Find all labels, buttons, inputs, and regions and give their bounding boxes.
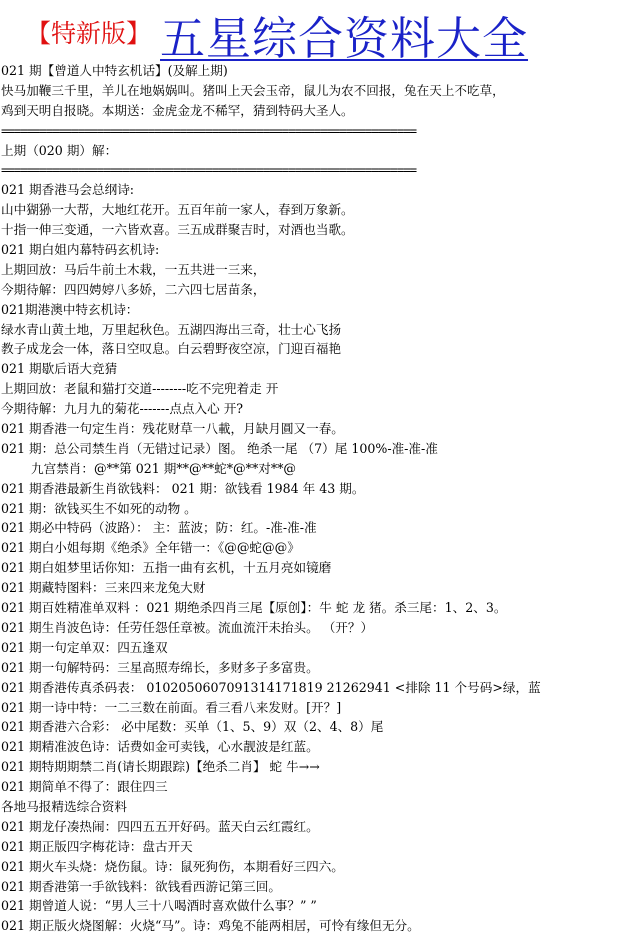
text-line: 021 期香港最新生肖欲钱料： 021 期：欲钱看 1984 年 43 期。: [1, 480, 365, 496]
text-line: 教子成龙会一体，落日空叹息。白云碧野夜空凉，门迎百福艳: [1, 341, 342, 357]
text-line: 021 期香港一句定生肖：残花财草一八載，月缺月圓又一春。: [1, 421, 344, 437]
text-line: 今期待解：九月九的菊花-------点点入心 开?: [1, 401, 244, 417]
text-line: 绿水青山黄土地，万里起秋色。五湖四海出三奇，壮士心飞扬: [1, 321, 342, 337]
text-line: 021 期香港传真杀码表： 0102050607091314171819 21262941 <排除 11 个号码>绿，蓝: [1, 679, 541, 695]
text-line: 021 期火车头烧：烧伤鼠。诗：鼠死狗伤，本期看好三四六。: [1, 858, 344, 874]
text-line: 上期回放：老鼠和猫打交道--------吃不完兜着走 开: [1, 381, 279, 397]
text-line: 鸡到天明自报晓。本期送：金虎金龙不稀罕，猜到特码大圣人。: [1, 102, 354, 118]
text-line: 021 期白姐内幕特码玄机诗:: [1, 242, 160, 258]
text-line: 十指一伸三变通，一六皆欢喜。三五成群聚吉时，对酒也当歌。: [1, 222, 354, 238]
text-line: 021 期特期期禁二肖(请长期跟踪)【绝杀二肖】 蛇 牛→→: [1, 759, 320, 775]
text-line: 021 期【曾道人中特玄机话】(及解上期): [1, 63, 228, 78]
text-line: 021 期精准波色诗：话费如金可卖钱，心水靓波是红蓝。: [1, 739, 319, 755]
text-line: 021 期白姐梦里话你知：五指一曲有玄机，十五月亮如镜磨: [1, 560, 332, 576]
text-line: 021 期正版四字梅花诗：盘古开天: [1, 838, 193, 854]
page-title: 五星综合资料大全: [160, 12, 529, 65]
text-line: 快马加鞭三千里，羊儿在地娲娲叫。猪叫上天会玉帝，鼠儿为农不回报，兔在天上不吃草，: [1, 82, 505, 98]
text-line: 021 期一诗中特：一二三数在前面。看三看八来发财。[开？]: [1, 699, 342, 715]
text-line: 021 期香港六合彩： 必中尾数：买单（1、5、9）双（2、4、8）尾: [1, 719, 384, 735]
text-line: 021 期正版火烧图解：火烧“马”。诗：鸡兔不能两相居，可怜有缘但无分。: [1, 918, 420, 934]
text-line: 021 期简单不得了：跟住四三: [1, 779, 168, 795]
text-line: 山中猢狲一大帮，大地红花开。五百年前一家人，春到万象新。: [1, 202, 354, 218]
edition-badge: 【特新版】: [26, 19, 152, 48]
text-line: 九宫禁肖：@**第 021 期**@**蛇*@**对**@: [31, 460, 297, 476]
text-line: 今期待解：四四娉婷八多娇，二六四七居苗条，: [1, 281, 266, 297]
text-line: 021 期一句定单双：四五逢双: [1, 639, 168, 655]
header: [0, 0, 621, 65]
text-line: 021 期香港第一手欲钱料：欲钱看西游记第三回。: [1, 878, 281, 894]
text-line: 021 期藏特图料：三来四来龙兔大财: [1, 580, 206, 596]
text-line: 上期回放：马后牛前土木栽，一五共进一三来，: [1, 261, 266, 277]
text-line: 021 期龙仔凑热闹：四四五五开好码。蓝天白云红霞红。: [1, 818, 319, 834]
text-line: 021 期必中特码（波路）： 主：蓝波；防：红。-准-准-准: [1, 520, 317, 536]
text-line: 021 期曾道人说：“男人三十八喝酒时喜欢做什么事？” ”: [1, 898, 317, 914]
text-line: 上期（020 期）解：: [1, 142, 118, 158]
text-line: 021 期香港马会总纲诗:: [1, 182, 135, 198]
separator-line: =================================================================: [1, 162, 416, 178]
article-content: [1, 61, 619, 936]
text-line: 021 期百姓精准单双料 ：021 期绝杀四肖三尾【原创】：牛 蛇 龙 猪。杀三尾：1、2、3。: [1, 600, 507, 616]
text-line: 各地马报精选综合资料: [1, 798, 127, 814]
text-line: 021 期生肖波色诗：任劳任怨任章被。流血流汗未抬头。 （开？）: [1, 619, 374, 635]
text-line: 021 期一句解特码：三星高照寿绵长，多财多子多富贵。: [1, 659, 319, 675]
separator-line: =================================================================: [1, 122, 416, 138]
text-line: 021 期歇后语大竞猜: [1, 361, 118, 377]
text-line: 021 期白小姐每期《绝杀》全年错一：《@@蛇@@》: [1, 540, 300, 556]
text-line: 021 期：总公司禁生肖（无错过记录）图。 绝杀一尾 （7）尾 100%-准-准-准: [1, 440, 438, 456]
text-line: 021期港澳中特玄机诗：: [1, 301, 139, 317]
text-line: 021 期：欲钱买生不如死的动物 。: [1, 500, 197, 516]
